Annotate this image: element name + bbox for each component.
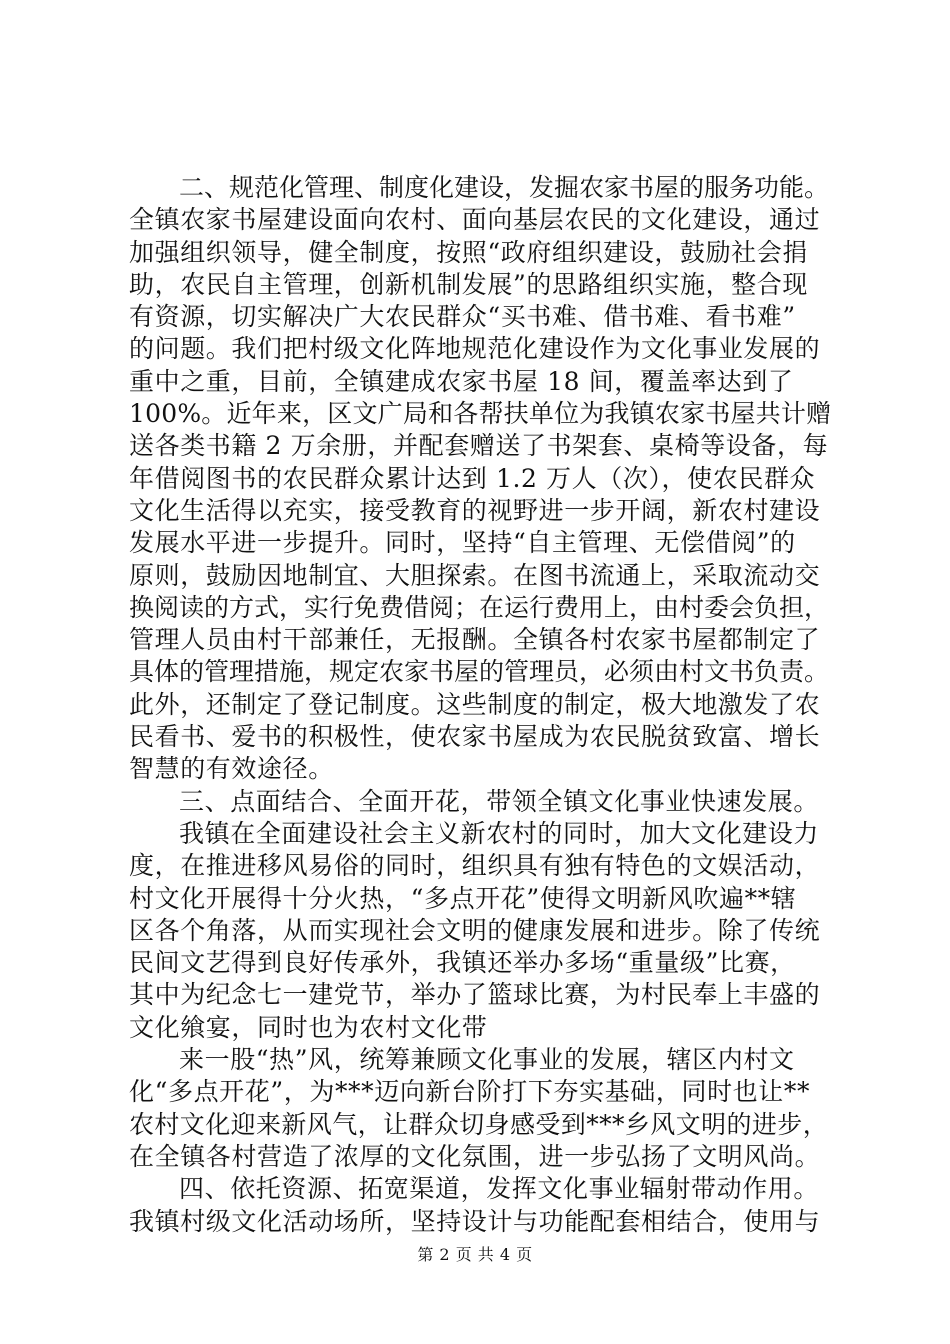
text-line: 100%。近年来，区文广局和各帮扶单位为我镇农家书屋共计赠 (129, 399, 832, 429)
text-line: 发展水平进一步提升。同时，坚持“自主管理、无偿借阅”的 (129, 528, 796, 558)
text-line: 化“多点开花”，为***迈向新台阶打下夯实基础，同时也让** (129, 1077, 811, 1107)
text-line: 加强组织领导，健全制度，按照“政府组织建设，鼓励社会捐 (129, 237, 808, 267)
text-line: 来一股“热”风，统筹兼顾文化事业的发展，辖区内村文 (179, 1045, 795, 1075)
document-body (129, 172, 831, 1238)
text-line: 助，农民自主管理，创新机制发展”的思路组织实施，整合现 (129, 269, 808, 299)
text-line: 换阅读的方式，实行免费借阅；在运行费用上，由村委会负担， (129, 592, 830, 622)
text-line: 在全镇各村营造了浓厚的文化氛围，进一步弘扬了文明风尚。 (129, 1141, 821, 1171)
text-line: 其中为纪念七一建党节，举办了篮球比赛，为村民奉上丰盛的 (129, 980, 821, 1010)
text-line: 二、规范化管理、制度化建设，发掘农家书屋的服务功能。 (179, 173, 830, 202)
text-line: 农村文化迎来新风气，让群众切身感受到***乡风文明的进步， (129, 1109, 829, 1139)
text-line: 四、依托资源、拓宽渠道，发挥文化事业辐射带动作用。 (179, 1174, 820, 1204)
text-line: 区各个角落，从而实现社会文明的健康发展和进步。除了传统 (129, 915, 821, 945)
page-number-footer: 第 2 页 共 4 页 (417, 1245, 533, 1264)
text-line: 管理人员由村干部兼任，无报酬。全镇各村农家书屋都制定了 (129, 625, 821, 655)
text-line: 村文化开展得十分火热，“多点开花”使得文明新风吹遍**辖 (129, 883, 797, 913)
text-line: 文化飨宴，同时也为农村文化带 (129, 1012, 488, 1042)
text-line: 我镇村级文化活动场所，坚持设计与功能配套相结合，使用与 (129, 1206, 821, 1236)
text-line: 此外，还制定了登记制度。这些制度的制定，极大地激发了农 (129, 689, 821, 719)
text-line: 我镇在全面建设社会主义新农村的同时，加大文化建设力 (179, 818, 820, 848)
text-line: 原则，鼓励因地制宜、大胆探索。在图书流通上，采取流动交 (129, 560, 821, 590)
text-line: 送各类书籍 2 万余册，并配套赠送了书架套、桌椅等设备，每 (129, 431, 829, 461)
text-line: 度，在推进移风易俗的同时，组织具有独有特色的文娱活动， (129, 851, 821, 881)
text-line: 智慧的有效途径。 (129, 754, 334, 784)
text-line: 文化生活得以充实，接受教育的视野进一步开阔，新农村建设 (129, 495, 821, 525)
text-line: 具体的管理措施，规定农家书屋的管理员，必须由村文书负责。 (129, 657, 830, 687)
text-line: 重中之重，目前，全镇建成农家书屋 18 间，覆盖率达到了 (129, 366, 794, 396)
text-line: 年借阅图书的农民群众累计达到 1.2 万人（次），使农民群众 (129, 463, 816, 493)
text-line: 全镇农家书屋建设面向农村、面向基层农民的文化建设，通过 (129, 205, 821, 235)
text-line: 有资源，切实解决广大农民群众“买书难、借书难、看书难” (129, 302, 796, 332)
text-line: 三、点面结合、全面开花，带领全镇文化事业快速发展。 (179, 786, 820, 816)
text-line: 民看书、爱书的积极性，使农家书屋成为农民脱贫致富、增长 (129, 722, 821, 752)
text-line: 民间文艺得到良好传承外，我镇还举办多场“重量级”比赛， (129, 948, 796, 978)
text-line: 的问题。我们把村级文化阵地规范化建设作为文化事业发展的 (129, 334, 821, 364)
